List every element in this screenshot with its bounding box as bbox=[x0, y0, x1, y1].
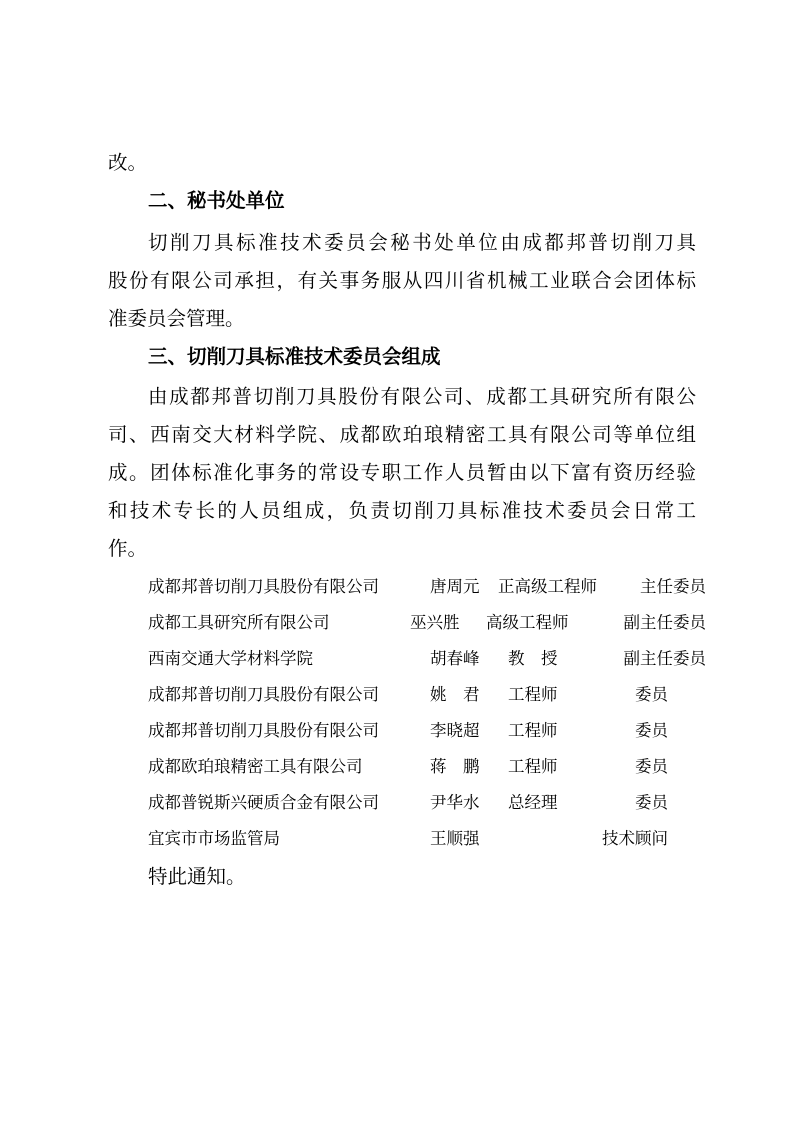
member-role: 副主任委员 bbox=[623, 649, 706, 668]
paragraph-line: 司、西南交大材料学院、成都欧珀琅精密工具有限公司等单位组 bbox=[108, 423, 696, 446]
member-role: 主任委员 bbox=[640, 577, 706, 596]
member-role: 委员 bbox=[635, 793, 668, 812]
member-role: 委员 bbox=[635, 685, 668, 704]
member-title: 正高级工程师 bbox=[498, 577, 597, 596]
member-role: 副主任委员 bbox=[623, 613, 706, 632]
member-name: 巫兴胜 bbox=[410, 613, 460, 632]
member-title: 工程师 bbox=[508, 757, 558, 776]
member-title: 工程师 bbox=[508, 685, 558, 704]
member-row bbox=[148, 678, 708, 712]
member-org: 成都邦普切削刀具股份有限公司 bbox=[148, 685, 379, 704]
member-org: 成都邦普切削刀具股份有限公司 bbox=[148, 577, 379, 596]
paragraph-line: 和技术专长的人员组成，负责切削刀具标准技术委员会日常工 bbox=[108, 499, 696, 522]
member-title: 工程师 bbox=[508, 721, 558, 740]
section-heading-committee: 三、切削刀具标准技术委员会组成 bbox=[148, 345, 441, 368]
member-name: 尹华水 bbox=[430, 793, 480, 812]
member-row bbox=[148, 570, 708, 604]
member-org: 成都工具研究所有限公司 bbox=[148, 613, 330, 632]
member-name: 姚 君 bbox=[430, 685, 480, 704]
closing-line: 特此通知。 bbox=[148, 865, 246, 888]
member-row bbox=[148, 750, 708, 784]
paragraph-line: 股份有限公司承担，有关事务服从四川省机械工业联合会团体标 bbox=[108, 269, 696, 292]
member-name: 王顺强 bbox=[430, 829, 480, 848]
member-row bbox=[148, 642, 708, 676]
member-row bbox=[148, 606, 708, 640]
member-role: 委员 bbox=[635, 757, 668, 776]
member-org: 成都邦普切削刀具股份有限公司 bbox=[148, 721, 379, 740]
section-heading-secretariat: 二、秘书处单位 bbox=[148, 189, 285, 212]
member-title: 高级工程师 bbox=[486, 613, 569, 632]
member-org: 成都欧珀琅精密工具有限公司 bbox=[148, 757, 363, 776]
paragraph-line: 由成都邦普切削刀具股份有限公司、成都工具研究所有限公 bbox=[148, 385, 696, 408]
member-name: 李晓超 bbox=[430, 721, 480, 740]
member-role: 委员 bbox=[635, 721, 668, 740]
member-row bbox=[148, 786, 708, 820]
member-org: 宜宾市市场监管局 bbox=[148, 829, 280, 848]
member-row bbox=[148, 822, 708, 856]
paragraph-line: 准委员会管理。 bbox=[108, 307, 245, 330]
member-title: 教 授 bbox=[508, 649, 558, 668]
member-role: 技术顾问 bbox=[602, 829, 668, 848]
paragraph-line: 改。 bbox=[108, 151, 148, 174]
member-org: 成都普锐斯兴硬质合金有限公司 bbox=[148, 793, 379, 812]
paragraph-line: 作。 bbox=[108, 537, 148, 560]
member-name: 唐周元 bbox=[430, 577, 480, 596]
member-name: 蒋 鹏 bbox=[430, 757, 480, 776]
paragraph-line: 成。团体标准化事务的常设专职工作人员暂由以下富有资历经验 bbox=[108, 461, 696, 484]
member-name: 胡春峰 bbox=[430, 649, 480, 668]
paragraph-line: 切削刀具标准技术委员会秘书处单位由成都邦普切削刀具 bbox=[148, 231, 696, 254]
member-title: 总经理 bbox=[508, 793, 558, 812]
member-org: 西南交通大学材料学院 bbox=[148, 649, 313, 668]
member-row bbox=[148, 714, 708, 748]
